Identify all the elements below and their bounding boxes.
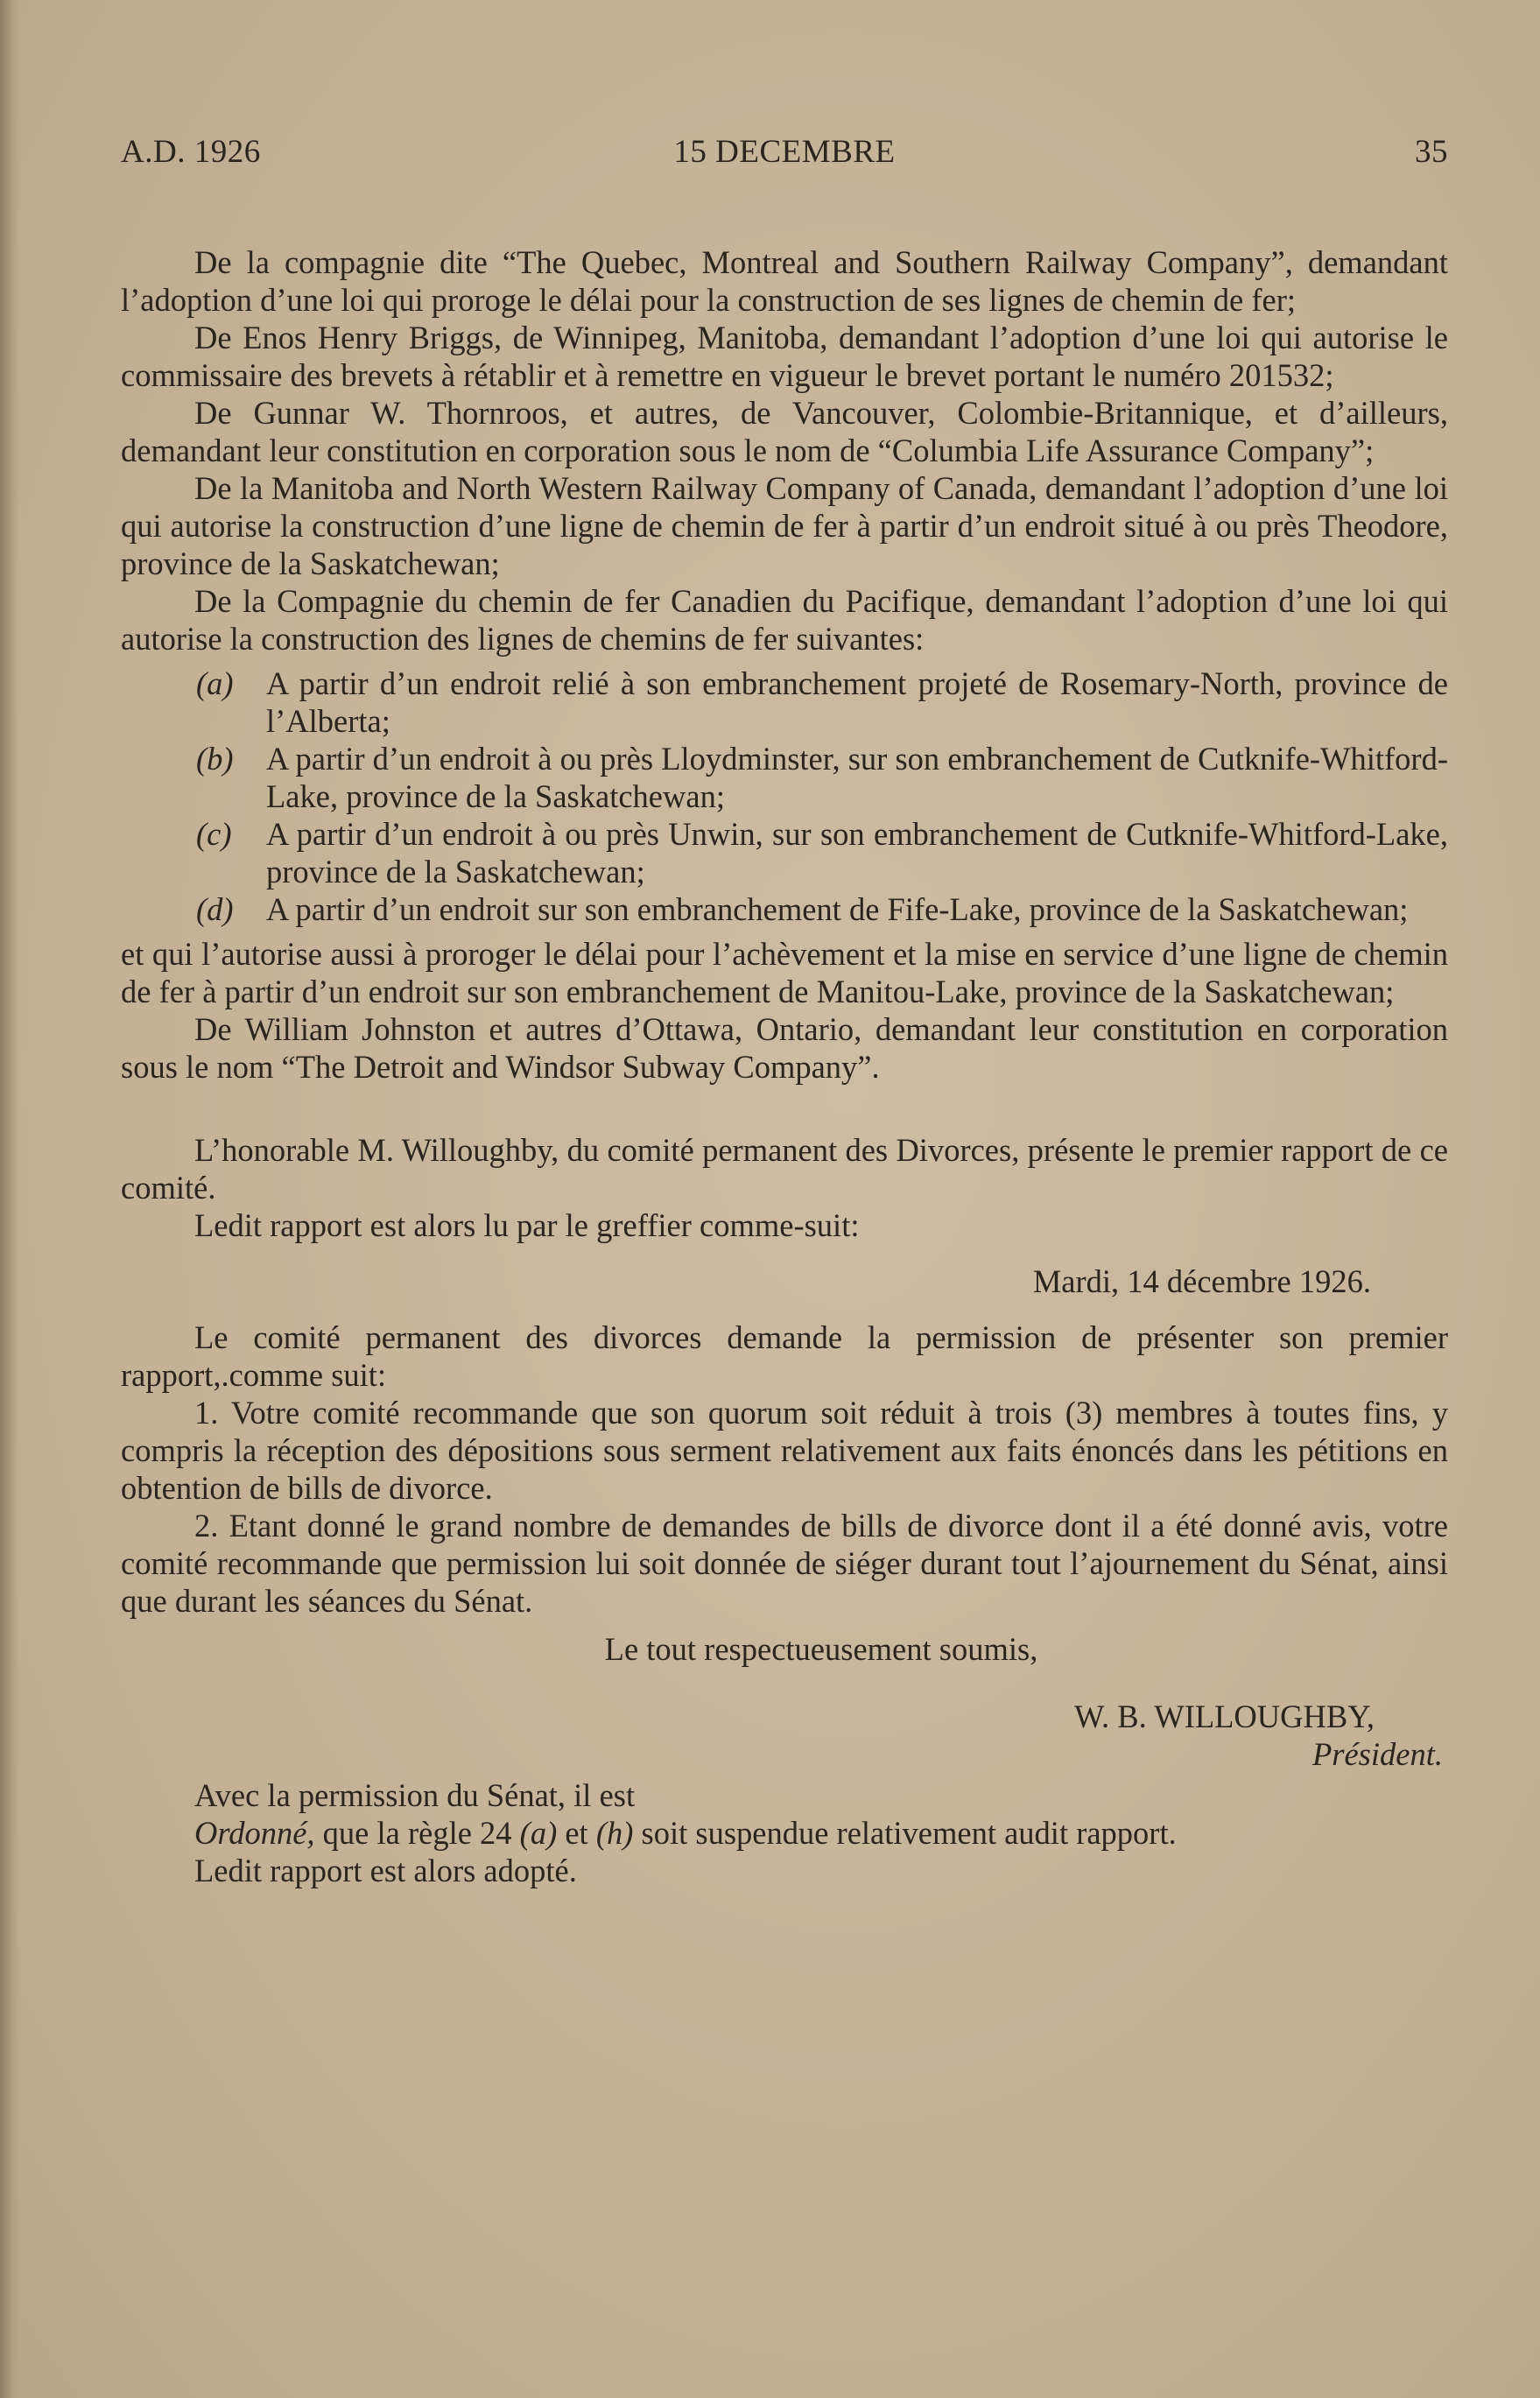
signature-title: Président. [1311,1736,1443,1772]
order-paragraph [121,1814,1448,1852]
petition-paragraph: De la Manitoba and North Western Railway Company of Canada, demandant l’adoption d’une loi qui autorise la construction d’une ligne de chemin de fer à partir d’un endroit situé à ou près Theodore, province de la Saskatchewan; [121,470,1448,581]
report-date: Mardi, 14 décembre 1926. [1032,1263,1371,1299]
signature: W. B. WILLOUGHBY, [1073,1698,1375,1734]
report-read: Ledit rapport est alors lu par le greffier comme-suit: [194,1207,860,1243]
book-spine-edge [0,0,19,2398]
list-item [121,890,1448,928]
adopted-line: Ledit rapport est alors adopté. [194,1853,577,1888]
order-text: et [557,1815,596,1851]
report-point-2: 2. Etant donné le grand nombre de demandes de bills de divorce dont il a été donné avis, votre comité recommande que permission lui soit donnée de siéger durant tout l’ajournement du Sénat, ainsi que durant les séances du Sénat. [121,1508,1448,1619]
running-header [121,133,1448,177]
list-item [121,740,1448,815]
continuation-paragraph: et qui l’autorise aussi à proroger le délai pour l’achèvement et la mise en service d’une ligne de chemin de fer à partir d’un endroit sur son embranchement de Manitou-Lake, province de la Saskatchewan; [121,936,1448,1009]
list-item-label: (d) [196,891,234,927]
list-item-label: (c) [196,816,232,852]
order-text: soit suspendue relativement audit rapport. [633,1815,1177,1851]
list-item-text: A partir d’un endroit sur son embranchement de Fife-Lake, province de la Saskatchewan; [266,891,1409,927]
petition-paragraph: De William Johnston et autres d’Ottawa, Ontario, demandant leur constitution en corporation sous le nom “The Detroit and Windsor Subway Company”. [121,1011,1448,1085]
header-year: A.D. 1926 [121,134,261,170]
order-text: que la règle 24 [314,1815,520,1851]
petition-paragraph: De la compagnie dite “The Quebec, Montreal and Southern Railway Company”, demandant l’adoption d’une loi qui proroge le délai pour la construction de ses lignes de chemin de fer; [121,244,1448,318]
page-body [121,243,1448,1889]
report-intro: L’honorable M. Willoughby, du comité permanent des Divorces, présente le premier rapport de ce comité. [121,1132,1448,1206]
list-item-text: A partir d’un endroit à ou près Unwin, sur son embranchement de Cutknife-Whitford-Lake, province de la Saskatchewan; [266,816,1448,890]
page-number: 35 [1415,134,1448,170]
list-item-text: A partir d’un endroit à ou près Lloydminster, sur son embranchement de Cutknife-Whitford-Lake, province de la Saskatchewan; [266,741,1448,814]
rule-h: (h) [595,1815,634,1851]
header-date: 15 DECEMBRE [673,134,896,170]
ordered-word: Ordonné, [194,1815,315,1851]
report-closing: Le tout respectueusement soumis, [604,1631,1038,1667]
section-gap [121,1086,1448,1131]
report-request: Le comité permanent des divorces demande la permission de présenter son premier rapport,.comme suit: [121,1319,1448,1393]
list-item-text: A partir d’un endroit relié à son embranchement projeté de Rosemary-North, province de l’Alberta; [266,665,1448,739]
list-item [121,665,1448,740]
list-item-label: (b) [196,741,234,777]
petition-paragraph: De Enos Henry Briggs, de Winnipeg, Manitoba, demandant l’adoption d’une loi qui autorise le commissaire des brevets à rétablir et à remettre en vigueur le brevet portant le numéro 201532; [121,320,1448,393]
rule-a: (a) [519,1815,558,1851]
report-point-1: 1. Votre comité recommande que son quorum soit réduit à trois (3) membres à toutes fins, y compris la réception des dépositions sous serment relativement aux faits énoncés dans les pétitions en obtention de bills de divorce. [121,1395,1448,1506]
permission-line: Avec la permission du Sénat, il est [194,1777,636,1813]
list-item-label: (a) [196,665,234,701]
petition-paragraph: De Gunnar W. Thornroos, et autres, de Vancouver, Colombie-Britannique, et d’ailleurs, demandant leur constitution en corporation sous le nom de “Columbia Life Assurance Company”; [121,395,1448,468]
list-item [121,815,1448,890]
petition-paragraph: De la Compagnie du chemin de fer Canadien du Pacifique, demandant l’adoption d’une loi qui autorise la construction des lignes de chemins de fer suivantes: [121,583,1448,657]
